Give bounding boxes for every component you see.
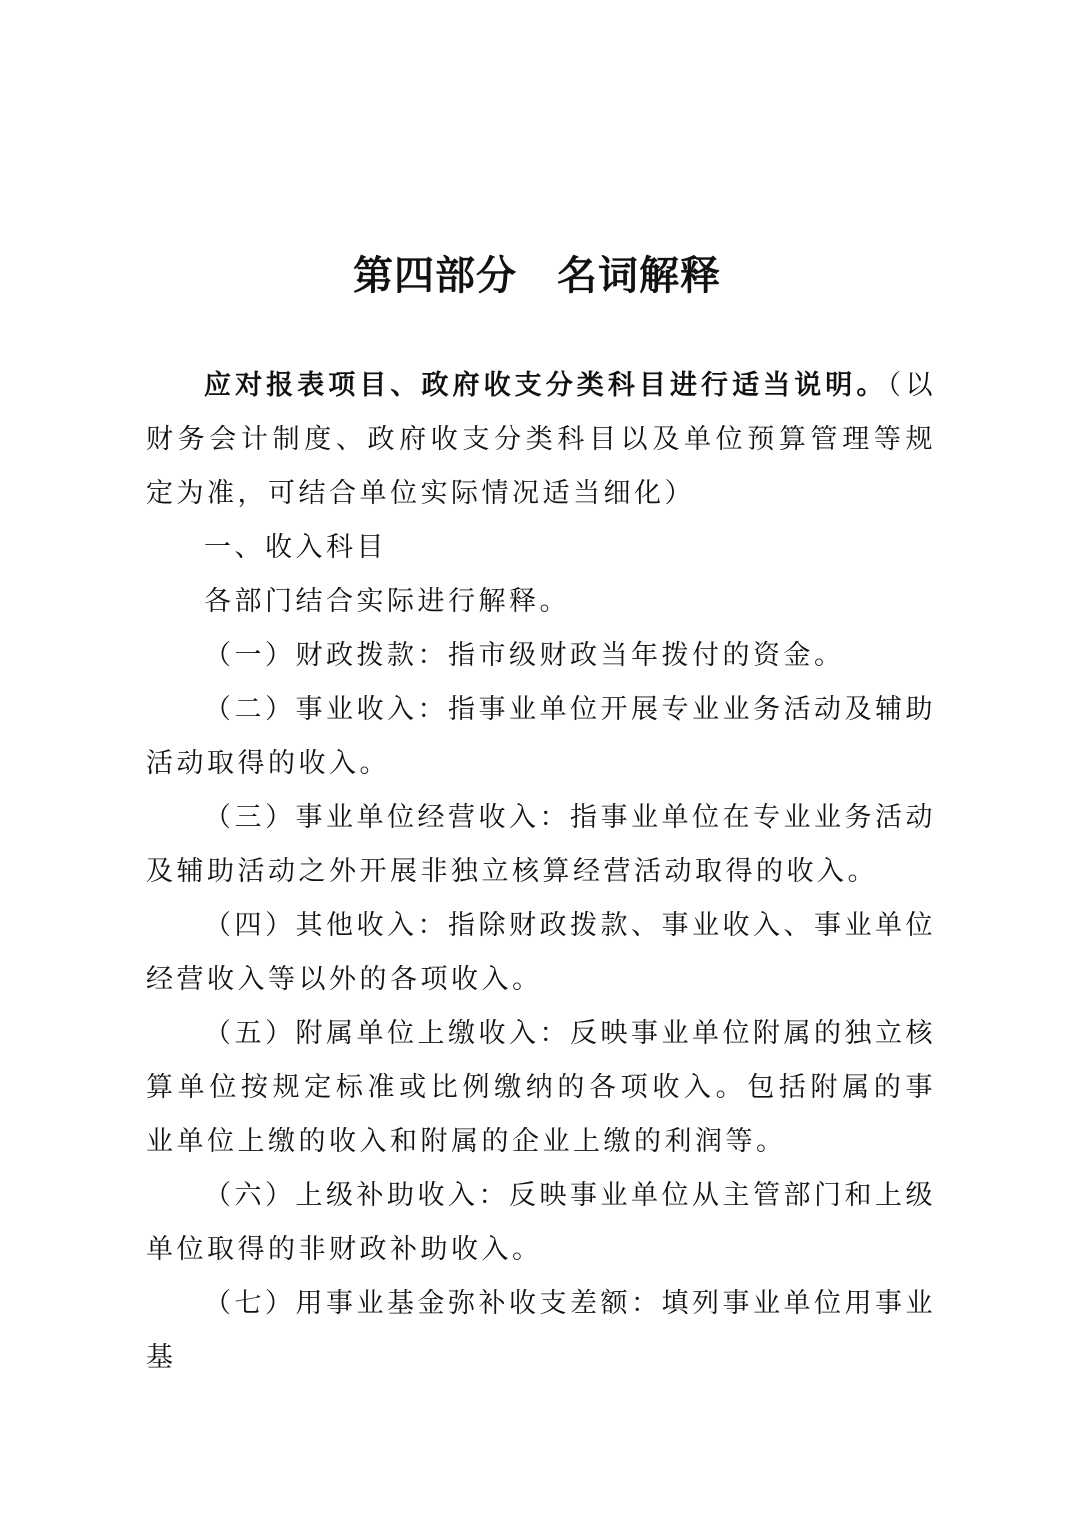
document-body (146, 359, 936, 1385)
definition-item: （四）其他收入：指除财政拨款、事业收入、事业单位经营收入等以外的各项收入。 (146, 910, 936, 995)
definition-item: （五）附属单位上缴收入：反映事业单位附属的独立核算单位按规定标准或比例缴纳的各项收入。包括附属的事业单位上缴的收入和附属的企业上缴的利润等。 (146, 1018, 936, 1157)
definition-item: （七）用事业基金弥补收支差额：填列事业单位用事业基 (146, 1288, 936, 1373)
title-name: 名词解释 (557, 252, 721, 299)
definition-item: （三）事业单位经营收入：指事业单位在专业业务活动及辅助活动之外开展非独立核算经营活动取得的收入。 (146, 802, 936, 887)
section-heading: 一、收入科目 (204, 532, 387, 563)
intro-bold-text: 应对报表项目、政府收支分类科目进行适当说明。 (204, 370, 888, 401)
title-part: 第四部分 (353, 252, 517, 299)
page-title (0, 246, 1074, 306)
definition-item: （六）上级补助收入：反映事业单位从主管部门和上级单位取得的非财政补助收入。 (146, 1180, 936, 1265)
definition-item: （一）财政拨款：指市级财政当年拨付的资金。 (204, 640, 845, 671)
intro-note: （以财务会计制度、政府收支分类科目以及单位预算管理等规定为准，可结合单位实际情况适当细化） (146, 370, 937, 509)
section-lead: 各部门结合实际进行解释。 (204, 586, 570, 617)
intro-paragraph (146, 359, 936, 521)
definition-item: （二）事业收入：指事业单位开展专业业务活动及辅助活动取得的收入。 (146, 694, 936, 779)
